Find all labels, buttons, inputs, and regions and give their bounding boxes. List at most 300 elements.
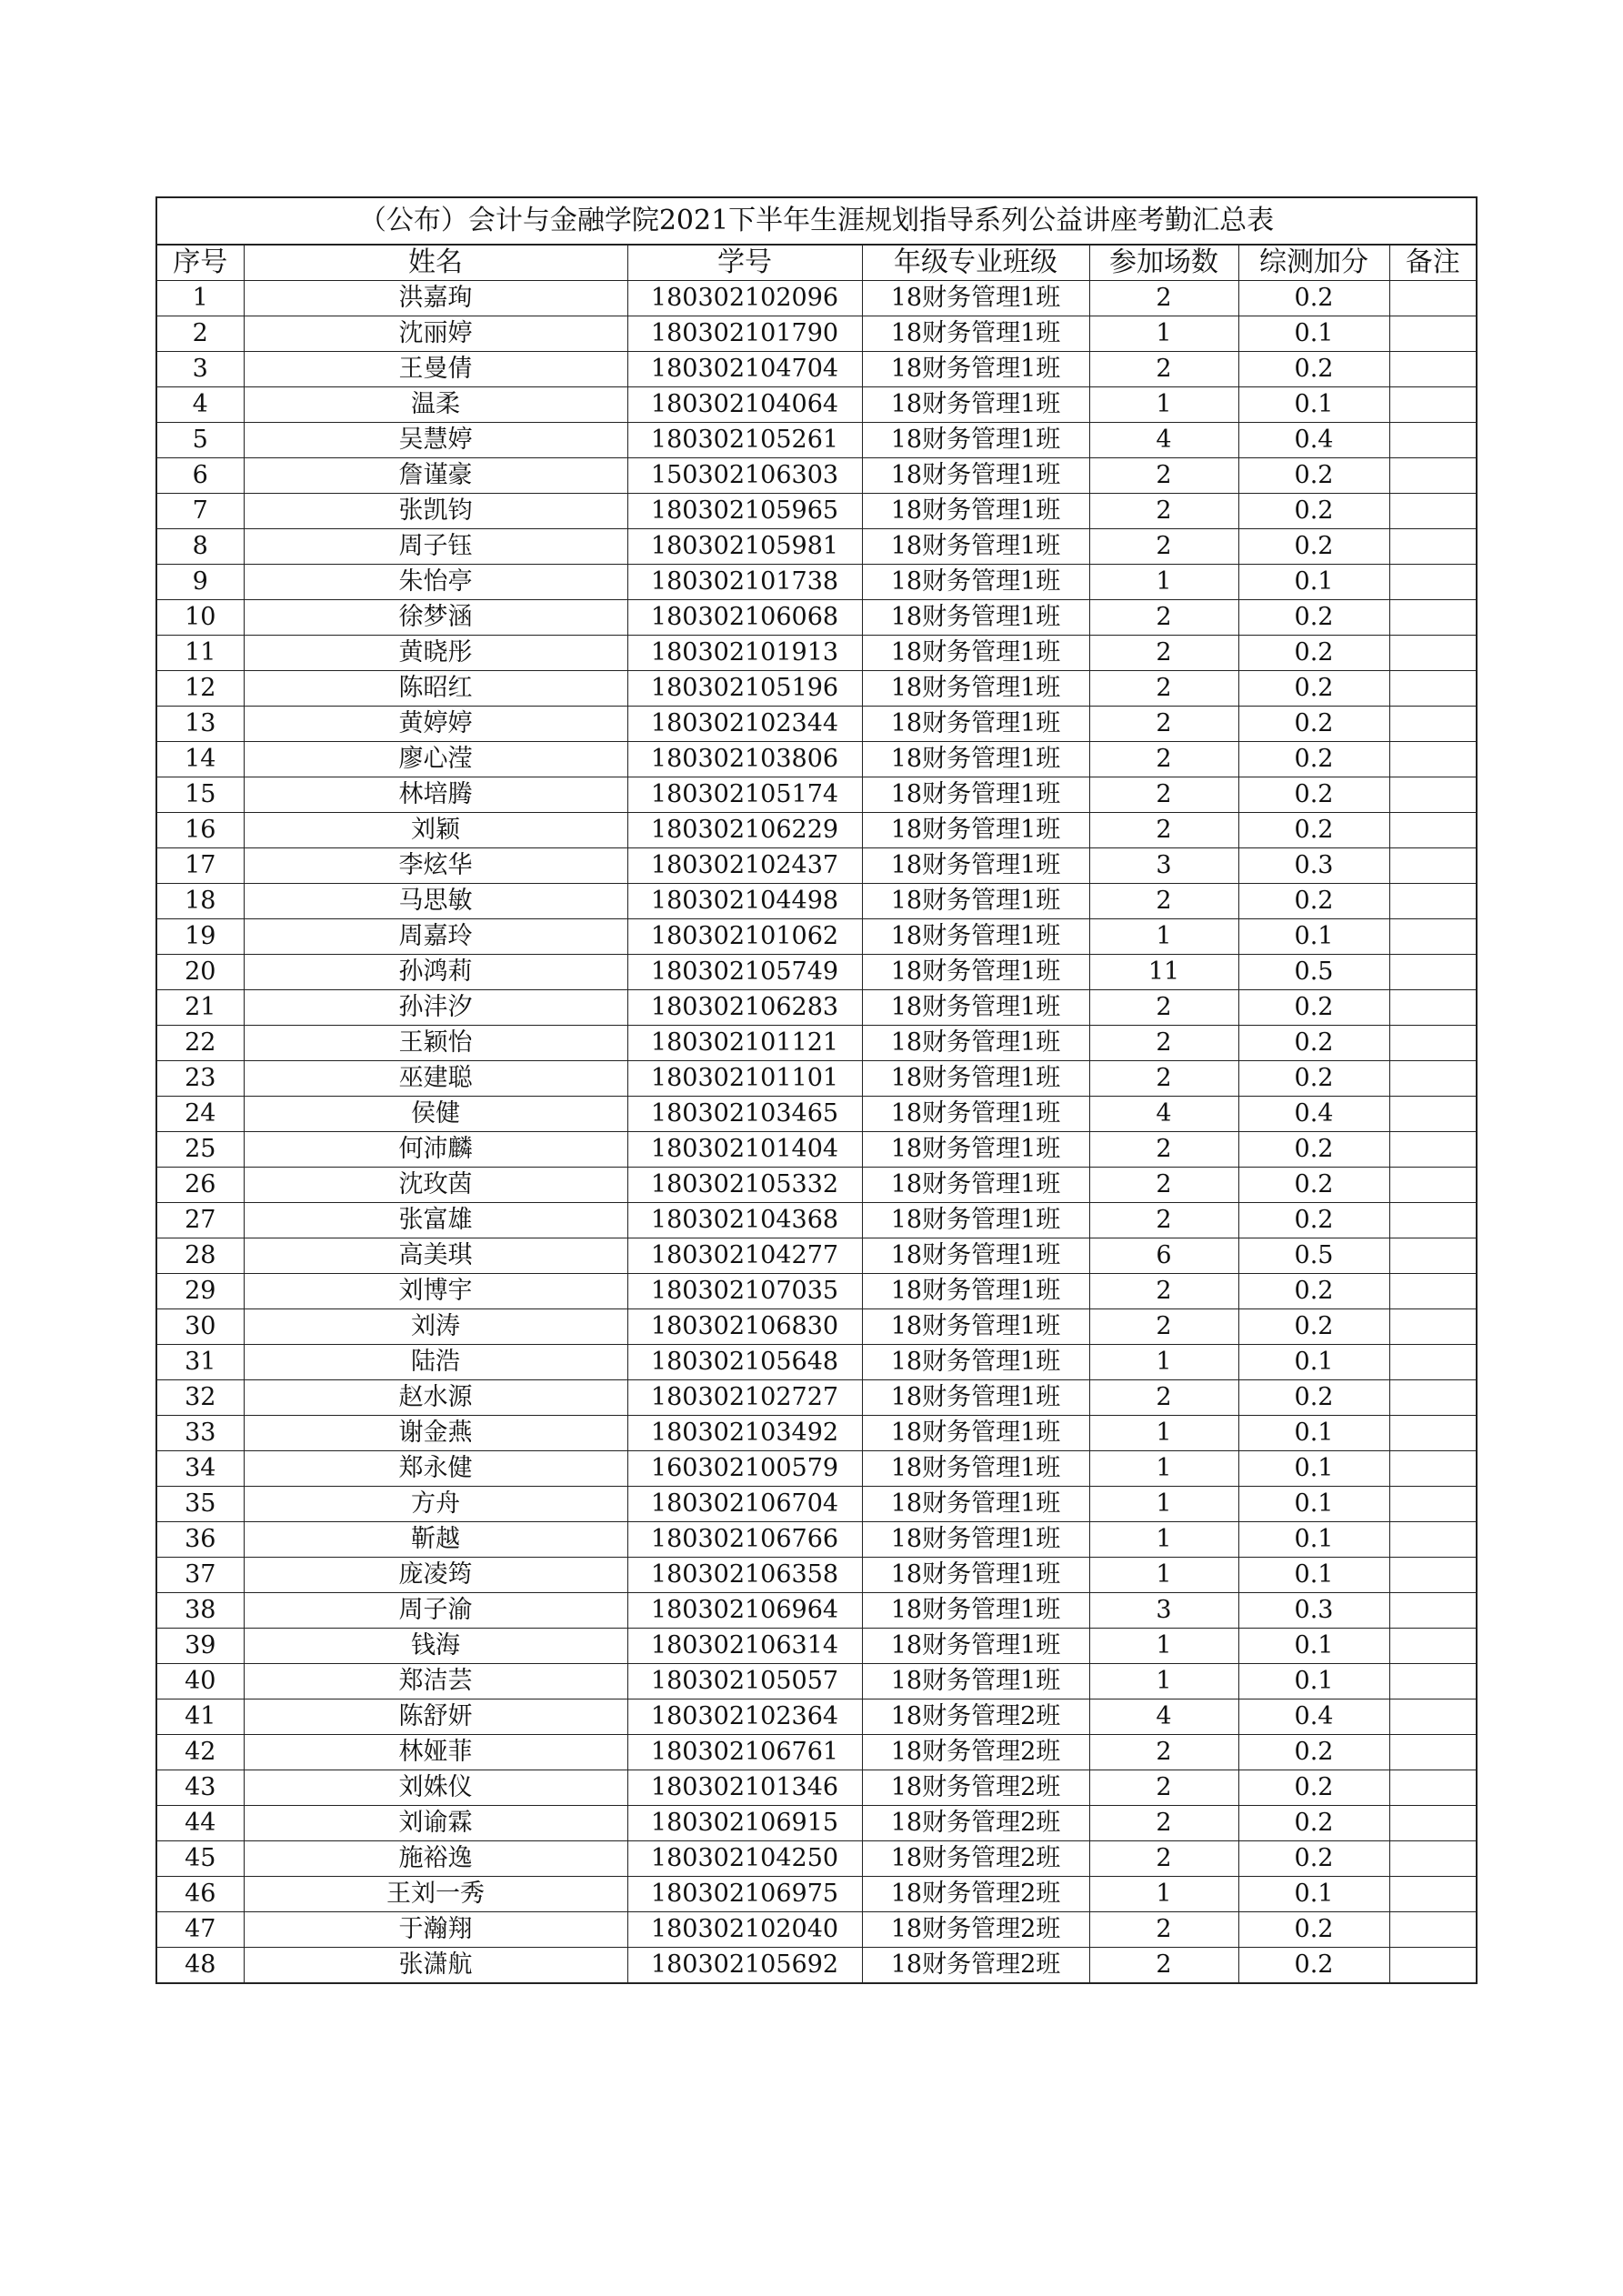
cell-class: 18财务管理2班 bbox=[862, 1770, 1089, 1806]
cell-attendance-count: 2 bbox=[1089, 1132, 1238, 1168]
cell-class: 18财务管理1班 bbox=[862, 423, 1089, 458]
cell-remarks bbox=[1389, 1061, 1477, 1097]
cell-bonus-points: 0.1 bbox=[1238, 919, 1389, 955]
cell-remarks bbox=[1389, 671, 1477, 707]
cell-class: 18财务管理2班 bbox=[862, 1841, 1089, 1877]
cell-student-id: 180302106761 bbox=[627, 1735, 862, 1770]
cell-student-id: 180302102727 bbox=[627, 1380, 862, 1416]
table-row bbox=[156, 1699, 1477, 1735]
cell-seq: 29 bbox=[156, 1274, 244, 1309]
cell-attendance-count: 2 bbox=[1089, 281, 1238, 316]
cell-class: 18财务管理1班 bbox=[862, 1451, 1089, 1487]
cell-bonus-points: 0.5 bbox=[1238, 1238, 1389, 1274]
cell-bonus-points: 0.2 bbox=[1238, 1132, 1389, 1168]
cell-class: 18财务管理1班 bbox=[862, 1522, 1089, 1558]
cell-student-id: 180302105174 bbox=[627, 777, 862, 813]
cell-name: 陆浩 bbox=[244, 1345, 627, 1380]
cell-name: 张富雄 bbox=[244, 1203, 627, 1238]
cell-remarks bbox=[1389, 884, 1477, 919]
cell-bonus-points: 0.1 bbox=[1238, 1522, 1389, 1558]
cell-attendance-count: 2 bbox=[1089, 1735, 1238, 1770]
cell-student-id: 180302106314 bbox=[627, 1629, 862, 1664]
cell-attendance-count: 2 bbox=[1089, 1770, 1238, 1806]
cell-student-id: 180302101101 bbox=[627, 1061, 862, 1097]
cell-class: 18财务管理1班 bbox=[862, 494, 1089, 529]
cell-bonus-points: 0.4 bbox=[1238, 1699, 1389, 1735]
cell-student-id: 180302105057 bbox=[627, 1664, 862, 1699]
cell-name: 周嘉玲 bbox=[244, 919, 627, 955]
cell-remarks bbox=[1389, 1948, 1477, 1984]
cell-name: 郑洁芸 bbox=[244, 1664, 627, 1699]
cell-remarks bbox=[1389, 529, 1477, 565]
cell-remarks bbox=[1389, 742, 1477, 777]
table-row bbox=[156, 707, 1477, 742]
table-row bbox=[156, 1948, 1477, 1984]
cell-class: 18财务管理1班 bbox=[862, 1132, 1089, 1168]
cell-student-id: 180302101346 bbox=[627, 1770, 862, 1806]
cell-remarks bbox=[1389, 1877, 1477, 1912]
cell-student-id: 150302106303 bbox=[627, 458, 862, 494]
cell-name: 周子渝 bbox=[244, 1593, 627, 1629]
cell-attendance-count: 1 bbox=[1089, 565, 1238, 600]
cell-bonus-points: 0.2 bbox=[1238, 281, 1389, 316]
cell-name: 朱怡亭 bbox=[244, 565, 627, 600]
title-row bbox=[156, 197, 1477, 245]
cell-remarks bbox=[1389, 1416, 1477, 1451]
cell-name: 李炫华 bbox=[244, 848, 627, 884]
cell-bonus-points: 0.2 bbox=[1238, 1380, 1389, 1416]
cell-seq: 8 bbox=[156, 529, 244, 565]
header-seq: 序号 bbox=[156, 245, 244, 281]
header-remarks: 备注 bbox=[1389, 245, 1477, 281]
cell-bonus-points: 0.2 bbox=[1238, 1274, 1389, 1309]
cell-attendance-count: 3 bbox=[1089, 848, 1238, 884]
cell-name: 温柔 bbox=[244, 387, 627, 423]
cell-student-id: 180302103492 bbox=[627, 1416, 862, 1451]
table-row bbox=[156, 813, 1477, 848]
cell-remarks bbox=[1389, 1487, 1477, 1522]
cell-name: 王曼倩 bbox=[244, 352, 627, 387]
cell-class: 18财务管理1班 bbox=[862, 671, 1089, 707]
cell-remarks bbox=[1389, 1451, 1477, 1487]
cell-attendance-count: 2 bbox=[1089, 494, 1238, 529]
attendance-table bbox=[155, 196, 1478, 1984]
table-row bbox=[156, 1416, 1477, 1451]
cell-class: 18财务管理1班 bbox=[862, 1061, 1089, 1097]
cell-bonus-points: 0.3 bbox=[1238, 1593, 1389, 1629]
cell-seq: 6 bbox=[156, 458, 244, 494]
cell-class: 18财务管理1班 bbox=[862, 1345, 1089, 1380]
cell-bonus-points: 0.2 bbox=[1238, 1168, 1389, 1203]
cell-seq: 19 bbox=[156, 919, 244, 955]
table-row bbox=[156, 529, 1477, 565]
cell-remarks bbox=[1389, 1770, 1477, 1806]
cell-seq: 1 bbox=[156, 281, 244, 316]
cell-attendance-count: 2 bbox=[1089, 1026, 1238, 1061]
cell-student-id: 180302105648 bbox=[627, 1345, 862, 1380]
cell-name: 靳越 bbox=[244, 1522, 627, 1558]
table-row bbox=[156, 458, 1477, 494]
cell-remarks bbox=[1389, 1806, 1477, 1841]
cell-remarks bbox=[1389, 1558, 1477, 1593]
cell-remarks bbox=[1389, 494, 1477, 529]
cell-student-id: 180302105692 bbox=[627, 1948, 862, 1984]
cell-student-id: 180302106229 bbox=[627, 813, 862, 848]
cell-attendance-count: 2 bbox=[1089, 352, 1238, 387]
cell-class: 18财务管理2班 bbox=[862, 1912, 1089, 1948]
cell-seq: 38 bbox=[156, 1593, 244, 1629]
cell-student-id: 180302101738 bbox=[627, 565, 862, 600]
cell-class: 18财务管理1班 bbox=[862, 387, 1089, 423]
cell-remarks bbox=[1389, 1522, 1477, 1558]
cell-bonus-points: 0.2 bbox=[1238, 990, 1389, 1026]
cell-class: 18财务管理1班 bbox=[862, 636, 1089, 671]
cell-name: 何沛麟 bbox=[244, 1132, 627, 1168]
cell-student-id: 180302106358 bbox=[627, 1558, 862, 1593]
table-row bbox=[156, 1238, 1477, 1274]
cell-seq: 2 bbox=[156, 316, 244, 352]
cell-class: 18财务管理2班 bbox=[862, 1735, 1089, 1770]
cell-name: 王刘一秀 bbox=[244, 1877, 627, 1912]
cell-student-id: 180302102040 bbox=[627, 1912, 862, 1948]
cell-bonus-points: 0.2 bbox=[1238, 600, 1389, 636]
cell-name: 王颖怡 bbox=[244, 1026, 627, 1061]
cell-remarks bbox=[1389, 281, 1477, 316]
cell-seq: 25 bbox=[156, 1132, 244, 1168]
cell-attendance-count: 2 bbox=[1089, 1806, 1238, 1841]
cell-seq: 46 bbox=[156, 1877, 244, 1912]
cell-name: 沈玫茵 bbox=[244, 1168, 627, 1203]
cell-class: 18财务管理1班 bbox=[862, 1487, 1089, 1522]
cell-student-id: 180302104498 bbox=[627, 884, 862, 919]
cell-bonus-points: 0.2 bbox=[1238, 1203, 1389, 1238]
cell-attendance-count: 2 bbox=[1089, 884, 1238, 919]
cell-name: 黄婷婷 bbox=[244, 707, 627, 742]
cell-class: 18财务管理1班 bbox=[862, 316, 1089, 352]
cell-attendance-count: 6 bbox=[1089, 1238, 1238, 1274]
cell-seq: 32 bbox=[156, 1380, 244, 1416]
cell-seq: 13 bbox=[156, 707, 244, 742]
cell-seq: 31 bbox=[156, 1345, 244, 1380]
table-row bbox=[156, 565, 1477, 600]
cell-remarks bbox=[1389, 1735, 1477, 1770]
cell-seq: 18 bbox=[156, 884, 244, 919]
cell-remarks bbox=[1389, 565, 1477, 600]
cell-attendance-count: 11 bbox=[1089, 955, 1238, 990]
table-row bbox=[156, 1026, 1477, 1061]
cell-name: 钱海 bbox=[244, 1629, 627, 1664]
cell-class: 18财务管理1班 bbox=[862, 1238, 1089, 1274]
table-row bbox=[156, 884, 1477, 919]
table-row bbox=[156, 1380, 1477, 1416]
cell-remarks bbox=[1389, 1238, 1477, 1274]
cell-name: 刘谕霖 bbox=[244, 1806, 627, 1841]
cell-bonus-points: 0.1 bbox=[1238, 1558, 1389, 1593]
table-row bbox=[156, 1770, 1477, 1806]
cell-attendance-count: 2 bbox=[1089, 1841, 1238, 1877]
cell-attendance-count: 2 bbox=[1089, 813, 1238, 848]
cell-seq: 22 bbox=[156, 1026, 244, 1061]
cell-bonus-points: 0.5 bbox=[1238, 955, 1389, 990]
table-row bbox=[156, 281, 1477, 316]
cell-bonus-points: 0.1 bbox=[1238, 316, 1389, 352]
cell-class: 18财务管理1班 bbox=[862, 742, 1089, 777]
header-student-id: 学号 bbox=[627, 245, 862, 281]
cell-attendance-count: 2 bbox=[1089, 671, 1238, 707]
cell-student-id: 160302100579 bbox=[627, 1451, 862, 1487]
table-row bbox=[156, 1841, 1477, 1877]
cell-attendance-count: 4 bbox=[1089, 1699, 1238, 1735]
cell-attendance-count: 2 bbox=[1089, 707, 1238, 742]
cell-class: 18财务管理1班 bbox=[862, 990, 1089, 1026]
cell-remarks bbox=[1389, 1274, 1477, 1309]
cell-remarks bbox=[1389, 919, 1477, 955]
cell-class: 18财务管理1班 bbox=[862, 1309, 1089, 1345]
header-row bbox=[156, 245, 1477, 281]
cell-name: 陈舒妍 bbox=[244, 1699, 627, 1735]
cell-bonus-points: 0.1 bbox=[1238, 1416, 1389, 1451]
cell-bonus-points: 0.2 bbox=[1238, 671, 1389, 707]
cell-name: 张凯钧 bbox=[244, 494, 627, 529]
cell-name: 詹谨豪 bbox=[244, 458, 627, 494]
cell-seq: 45 bbox=[156, 1841, 244, 1877]
table-row bbox=[156, 1558, 1477, 1593]
table-row bbox=[156, 1345, 1477, 1380]
cell-remarks bbox=[1389, 1026, 1477, 1061]
table-row bbox=[156, 1274, 1477, 1309]
cell-bonus-points: 0.1 bbox=[1238, 1345, 1389, 1380]
cell-class: 18财务管理1班 bbox=[862, 1274, 1089, 1309]
cell-name: 孙鸿莉 bbox=[244, 955, 627, 990]
cell-student-id: 180302102096 bbox=[627, 281, 862, 316]
cell-attendance-count: 2 bbox=[1089, 1380, 1238, 1416]
cell-name: 巫建聪 bbox=[244, 1061, 627, 1097]
cell-seq: 43 bbox=[156, 1770, 244, 1806]
cell-bonus-points: 0.2 bbox=[1238, 1309, 1389, 1345]
cell-seq: 15 bbox=[156, 777, 244, 813]
table-row bbox=[156, 1061, 1477, 1097]
table-row bbox=[156, 1522, 1477, 1558]
cell-name: 高美琪 bbox=[244, 1238, 627, 1274]
cell-attendance-count: 1 bbox=[1089, 1345, 1238, 1380]
cell-class: 18财务管理1班 bbox=[862, 281, 1089, 316]
cell-bonus-points: 0.2 bbox=[1238, 458, 1389, 494]
cell-bonus-points: 0.1 bbox=[1238, 387, 1389, 423]
cell-seq: 12 bbox=[156, 671, 244, 707]
cell-name: 方舟 bbox=[244, 1487, 627, 1522]
cell-seq: 5 bbox=[156, 423, 244, 458]
cell-remarks bbox=[1389, 1841, 1477, 1877]
cell-name: 刘颖 bbox=[244, 813, 627, 848]
cell-class: 18财务管理1班 bbox=[862, 777, 1089, 813]
cell-student-id: 180302101404 bbox=[627, 1132, 862, 1168]
cell-seq: 41 bbox=[156, 1699, 244, 1735]
cell-bonus-points: 0.2 bbox=[1238, 777, 1389, 813]
cell-bonus-points: 0.2 bbox=[1238, 884, 1389, 919]
cell-attendance-count: 2 bbox=[1089, 458, 1238, 494]
cell-remarks bbox=[1389, 1629, 1477, 1664]
table-row bbox=[156, 1735, 1477, 1770]
table-row bbox=[156, 1203, 1477, 1238]
cell-bonus-points: 0.1 bbox=[1238, 1664, 1389, 1699]
cell-bonus-points: 0.2 bbox=[1238, 1770, 1389, 1806]
cell-attendance-count: 2 bbox=[1089, 1168, 1238, 1203]
cell-name: 林培腾 bbox=[244, 777, 627, 813]
table-row bbox=[156, 1487, 1477, 1522]
cell-attendance-count: 1 bbox=[1089, 1558, 1238, 1593]
cell-remarks bbox=[1389, 990, 1477, 1026]
cell-name: 张潇航 bbox=[244, 1948, 627, 1984]
table-row bbox=[156, 1097, 1477, 1132]
cell-class: 18财务管理1班 bbox=[862, 1380, 1089, 1416]
cell-remarks bbox=[1389, 955, 1477, 990]
cell-seq: 20 bbox=[156, 955, 244, 990]
cell-remarks bbox=[1389, 1097, 1477, 1132]
cell-bonus-points: 0.2 bbox=[1238, 1735, 1389, 1770]
cell-bonus-points: 0.1 bbox=[1238, 1877, 1389, 1912]
cell-remarks bbox=[1389, 1132, 1477, 1168]
cell-name: 侯健 bbox=[244, 1097, 627, 1132]
cell-attendance-count: 1 bbox=[1089, 316, 1238, 352]
table-row bbox=[156, 671, 1477, 707]
cell-class: 18财务管理1班 bbox=[862, 884, 1089, 919]
cell-class: 18财务管理1班 bbox=[862, 707, 1089, 742]
cell-attendance-count: 1 bbox=[1089, 919, 1238, 955]
cell-remarks bbox=[1389, 707, 1477, 742]
cell-seq: 11 bbox=[156, 636, 244, 671]
cell-seq: 47 bbox=[156, 1912, 244, 1948]
cell-name: 于瀚翔 bbox=[244, 1912, 627, 1948]
cell-class: 18财务管理1班 bbox=[862, 352, 1089, 387]
header-bonus-points: 综测加分 bbox=[1238, 245, 1389, 281]
cell-attendance-count: 1 bbox=[1089, 1487, 1238, 1522]
cell-student-id: 180302102344 bbox=[627, 707, 862, 742]
cell-seq: 17 bbox=[156, 848, 244, 884]
cell-remarks bbox=[1389, 813, 1477, 848]
header-class: 年级专业班级 bbox=[862, 245, 1089, 281]
cell-remarks bbox=[1389, 600, 1477, 636]
cell-attendance-count: 2 bbox=[1089, 1274, 1238, 1309]
cell-student-id: 180302105965 bbox=[627, 494, 862, 529]
cell-attendance-count: 2 bbox=[1089, 1061, 1238, 1097]
table-row bbox=[156, 1451, 1477, 1487]
cell-bonus-points: 0.2 bbox=[1238, 1948, 1389, 1984]
cell-class: 18财务管理1班 bbox=[862, 1026, 1089, 1061]
cell-seq: 37 bbox=[156, 1558, 244, 1593]
cell-student-id: 180302104250 bbox=[627, 1841, 862, 1877]
table-row bbox=[156, 494, 1477, 529]
cell-name: 黄晓彤 bbox=[244, 636, 627, 671]
cell-seq: 27 bbox=[156, 1203, 244, 1238]
cell-seq: 9 bbox=[156, 565, 244, 600]
cell-seq: 42 bbox=[156, 1735, 244, 1770]
cell-student-id: 180302106830 bbox=[627, 1309, 862, 1345]
cell-name: 吴慧婷 bbox=[244, 423, 627, 458]
cell-student-id: 180302101121 bbox=[627, 1026, 862, 1061]
cell-class: 18财务管理1班 bbox=[862, 458, 1089, 494]
cell-class: 18财务管理1班 bbox=[862, 919, 1089, 955]
cell-class: 18财务管理1班 bbox=[862, 1416, 1089, 1451]
cell-name: 沈丽婷 bbox=[244, 316, 627, 352]
cell-student-id: 180302106704 bbox=[627, 1487, 862, 1522]
cell-student-id: 180302107035 bbox=[627, 1274, 862, 1309]
cell-remarks bbox=[1389, 387, 1477, 423]
cell-seq: 48 bbox=[156, 1948, 244, 1984]
cell-attendance-count: 1 bbox=[1089, 387, 1238, 423]
cell-class: 18财务管理1班 bbox=[862, 565, 1089, 600]
cell-attendance-count: 2 bbox=[1089, 529, 1238, 565]
cell-attendance-count: 4 bbox=[1089, 423, 1238, 458]
cell-remarks bbox=[1389, 1593, 1477, 1629]
cell-class: 18财务管理1班 bbox=[862, 1097, 1089, 1132]
table-row bbox=[156, 1168, 1477, 1203]
table-title: （公布）会计与金融学院2021下半年生涯规划指导系列公益讲座考勤汇总表 bbox=[156, 197, 1477, 245]
table-row bbox=[156, 1593, 1477, 1629]
cell-name: 林娅菲 bbox=[244, 1735, 627, 1770]
cell-attendance-count: 2 bbox=[1089, 990, 1238, 1026]
cell-name: 陈昭红 bbox=[244, 671, 627, 707]
cell-seq: 28 bbox=[156, 1238, 244, 1274]
cell-seq: 10 bbox=[156, 600, 244, 636]
table-row bbox=[156, 316, 1477, 352]
cell-remarks bbox=[1389, 1345, 1477, 1380]
cell-student-id: 180302104064 bbox=[627, 387, 862, 423]
cell-student-id: 180302106964 bbox=[627, 1593, 862, 1629]
header-attendance-count: 参加场数 bbox=[1089, 245, 1238, 281]
table-row bbox=[156, 352, 1477, 387]
cell-name: 刘涛 bbox=[244, 1309, 627, 1345]
cell-seq: 14 bbox=[156, 742, 244, 777]
table-row bbox=[156, 1132, 1477, 1168]
cell-name: 孙沣汐 bbox=[244, 990, 627, 1026]
cell-remarks bbox=[1389, 1203, 1477, 1238]
cell-class: 18财务管理1班 bbox=[862, 1203, 1089, 1238]
cell-bonus-points: 0.2 bbox=[1238, 494, 1389, 529]
cell-name: 刘姝仪 bbox=[244, 1770, 627, 1806]
cell-class: 18财务管理1班 bbox=[862, 1664, 1089, 1699]
cell-student-id: 180302101913 bbox=[627, 636, 862, 671]
cell-remarks bbox=[1389, 1309, 1477, 1345]
cell-student-id: 180302105196 bbox=[627, 671, 862, 707]
cell-attendance-count: 2 bbox=[1089, 777, 1238, 813]
cell-student-id: 180302105981 bbox=[627, 529, 862, 565]
table-row bbox=[156, 742, 1477, 777]
table-row bbox=[156, 848, 1477, 884]
cell-bonus-points: 0.2 bbox=[1238, 636, 1389, 671]
cell-student-id: 180302104277 bbox=[627, 1238, 862, 1274]
cell-attendance-count: 2 bbox=[1089, 636, 1238, 671]
cell-student-id: 180302102437 bbox=[627, 848, 862, 884]
cell-seq: 39 bbox=[156, 1629, 244, 1664]
cell-attendance-count: 1 bbox=[1089, 1877, 1238, 1912]
cell-attendance-count: 4 bbox=[1089, 1097, 1238, 1132]
cell-student-id: 180302105749 bbox=[627, 955, 862, 990]
cell-class: 18财务管理1班 bbox=[862, 813, 1089, 848]
cell-class: 18财务管理1班 bbox=[862, 1629, 1089, 1664]
cell-remarks bbox=[1389, 316, 1477, 352]
table-row bbox=[156, 1877, 1477, 1912]
cell-seq: 30 bbox=[156, 1309, 244, 1345]
cell-student-id: 180302103465 bbox=[627, 1097, 862, 1132]
table-row bbox=[156, 1664, 1477, 1699]
cell-student-id: 180302106283 bbox=[627, 990, 862, 1026]
cell-attendance-count: 2 bbox=[1089, 1203, 1238, 1238]
cell-class: 18财务管理1班 bbox=[862, 848, 1089, 884]
cell-attendance-count: 2 bbox=[1089, 600, 1238, 636]
cell-class: 18财务管理2班 bbox=[862, 1806, 1089, 1841]
cell-seq: 34 bbox=[156, 1451, 244, 1487]
cell-remarks bbox=[1389, 1699, 1477, 1735]
